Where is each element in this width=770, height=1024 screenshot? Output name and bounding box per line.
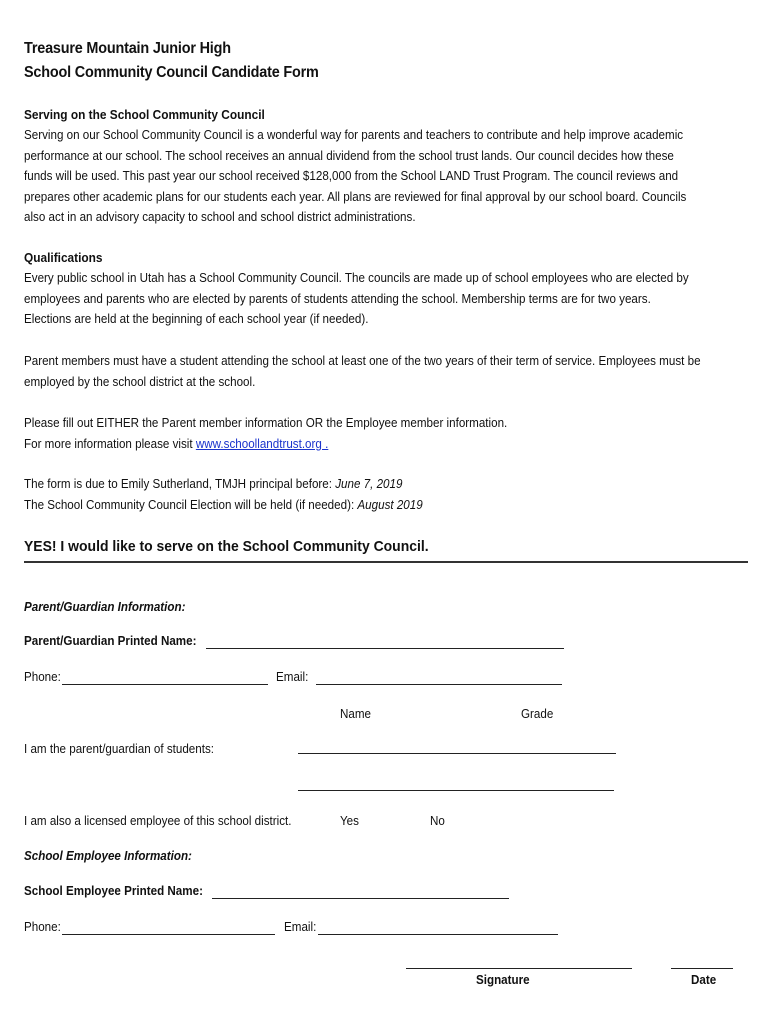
- no-option[interactable]: No: [430, 814, 445, 828]
- qualifications-line: Every public school in Utah has a School Community Council. The councils are made up of school employees who are elected by: [24, 271, 689, 285]
- signature-label: Signature: [476, 973, 530, 987]
- serving-heading: Serving on the School Community Council: [24, 108, 265, 122]
- qualifications-paragraph: [24, 268, 689, 330]
- election-date: August 2019: [357, 497, 423, 512]
- requirements-line: Parent members must have a student attending the school at least one of the two years of their term of service. Employees must be: [24, 354, 701, 368]
- parent-info-heading: Parent/Guardian Information:: [24, 600, 186, 614]
- serving-line: Serving on our School Community Council is a wonderful way for parents and teachers to contribute and help improve academic: [24, 128, 684, 142]
- section-divider: [24, 561, 748, 563]
- parent-email-field[interactable]: [316, 684, 562, 685]
- serving-paragraph: [24, 125, 686, 228]
- employee-info-heading: School Employee Information:: [24, 849, 192, 863]
- dates-paragraph: [24, 474, 423, 515]
- qualifications-line: Elections are held at the beginning of each school year (if needed).: [24, 312, 369, 326]
- employee-phone-label: Phone:: [24, 920, 61, 934]
- requirements-line: employed by the school district at the school.: [24, 374, 256, 389]
- instructions-paragraph: [24, 413, 507, 454]
- fill-instructions: Please fill out EITHER the Parent member information OR the Employee member information.: [24, 416, 508, 430]
- parent-name-field[interactable]: [206, 648, 564, 649]
- more-info-line: [24, 434, 507, 455]
- serving-line: performance at our school. The school receives an annual dividend from the school trust lands. Our council decides how these: [24, 148, 674, 163]
- qualifications-heading: Qualifications: [24, 251, 103, 265]
- school-name: Treasure Mountain Junior High: [24, 40, 231, 57]
- date-label: Date: [691, 973, 717, 987]
- student-1-field[interactable]: [298, 753, 616, 754]
- licensed-employee-label: I am also a licensed employee of this school district.: [24, 814, 292, 828]
- parent-name-label: Parent/Guardian Printed Name:: [24, 634, 197, 648]
- parent-requirements-paragraph: [24, 351, 701, 392]
- due-prefix: The form is due to Emily Sutherland, TMJH principal before:: [24, 477, 336, 491]
- serving-line: prepares other academic plans for our students each year. All plans are reviewed for final approval by our school board. Councils: [24, 189, 687, 204]
- election-prefix: The School Community Council Election will be held (if needed):: [24, 497, 358, 512]
- parent-phone-field[interactable]: [62, 684, 268, 685]
- employee-phone-field[interactable]: [62, 934, 275, 935]
- due-date: June 7, 2019: [335, 477, 403, 491]
- employee-email-label: Email:: [284, 920, 317, 934]
- parent-email-label: Email:: [276, 670, 309, 684]
- student-2-field[interactable]: [298, 790, 614, 791]
- yes-option[interactable]: Yes: [340, 814, 359, 828]
- signature-field[interactable]: [406, 968, 632, 969]
- schoollandtrust-link[interactable]: www.schoollandtrust.org .: [195, 436, 329, 451]
- employee-name-label: School Employee Printed Name:: [24, 884, 203, 898]
- yes-heading: YES! I would like to serve on the School Community Council.: [24, 538, 429, 555]
- election-line: [24, 495, 423, 516]
- name-column-label: Name: [340, 707, 372, 721]
- more-info-prefix: For more information please visit: [24, 436, 196, 451]
- employee-name-field[interactable]: [212, 898, 509, 899]
- employee-email-field[interactable]: [318, 934, 558, 935]
- serving-line: also act in an advisory capacity to school and school district administrations.: [24, 210, 416, 224]
- grade-column-label: Grade: [521, 707, 554, 721]
- parent-phone-label: Phone:: [24, 670, 61, 684]
- serving-line: funds will be used. This past year our school received $128,000 from the School LAND Trust Program. The council reviews and: [24, 169, 679, 183]
- form-title: School Community Council Candidate Form: [24, 64, 319, 81]
- students-label: I am the parent/guardian of students:: [24, 742, 214, 756]
- qualifications-line: employees and parents who are elected by parents of students attending the school. Membership terms are for two years.: [24, 291, 651, 306]
- date-field[interactable]: [671, 968, 733, 969]
- due-line: [24, 474, 423, 495]
